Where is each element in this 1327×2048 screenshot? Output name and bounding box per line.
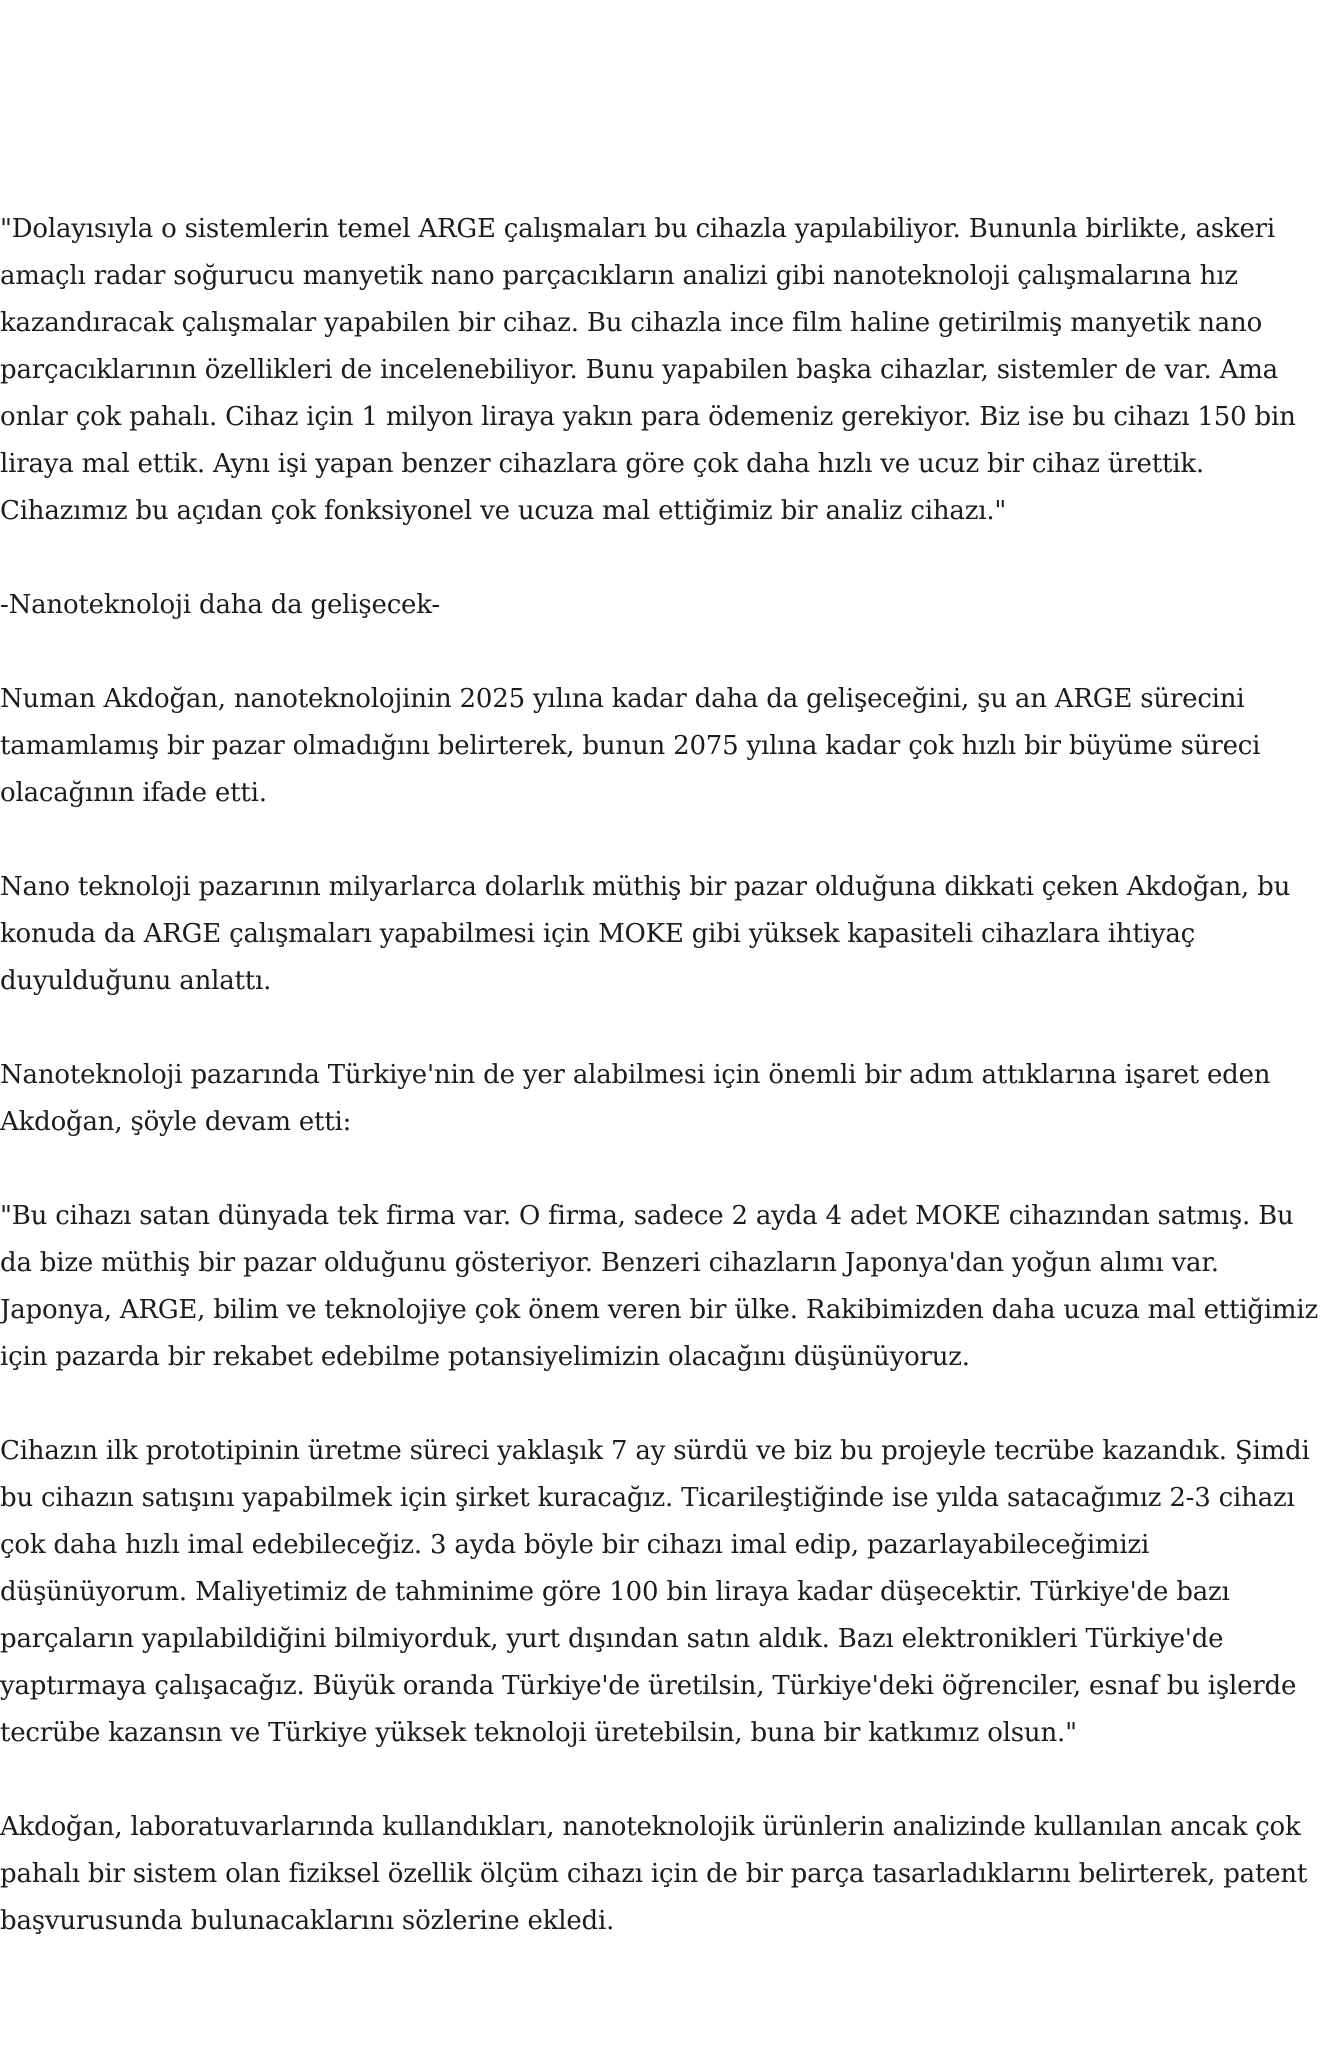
paragraph-turkey-market: Nanoteknoloji pazarında Türkiye'nin de yer alabilmesi için önemli bir adım attıklarına işaret eden Akdoğan, şöyle devam etti: (0, 1060, 1271, 1137)
paragraph-nanotech-market: Nano teknoloji pazarının milyarlarca dolarlık müthiş bir pazar olduğuna dikkati çeken Akdoğan, bu konuda da ARGE çalışmaları yapabilmesi için MOKE gibi yüksek kapasiteli cihazlara ihtiyaç duyulduğunu anlattı. (0, 872, 1291, 996)
article-body (0, 206, 1318, 1945)
paragraph-quote-device-cost: "Dolayısıyla o sistemlerin temel ARGE çalışmaları bu cihazla yapılabiliyor. Bununla birlikte, askeri amaçlı radar soğurucu manyetik nano parçacıkların analizi gibi nanoteknoloji çalışmalarına hız kazandıracak çalışmalar yapabilen bir cihaz. Bu cihazla ince film haline getirilmiş manyetik nano parçacıklarının özellikleri de incelenebiliyor. Bunu yapabilen başka cihazlar, sistemler de var. Ama onlar çok pahalı. Cihaz için 1 milyon liraya yakın para ödemeniz gerekiyor. Biz ise bu cihazı 150 bin liraya mal ettik. Aynı işi yapan benzer cihazlara göre çok daha hızlı ve ucuz bir cihaz ürettik. Cihazımız bu açıdan çok fonksiyonel ve ucuza mal ettiğimiz bir analiz cihazı." (0, 214, 1296, 526)
section-heading: -Nanoteknoloji daha da gelişecek- (0, 590, 440, 620)
paragraph-quote-prototype: Cihazın ilk prototipinin üretme süreci yaklaşık 7 ay sürdü ve biz bu projeyle tecrübe kazandık. Şimdi bu cihazın satışını yapabilmek için şirket kuracağız. Ticarileştiğinde ise yılda satacağımız 2-3 cihazı çok daha hızlı imal edebileceğiz. 3 ayda böyle bir cihazı imal edip, pazarlayabileceğimizi düşünüyorum. Maliyetimiz de tahminime göre 100 bin liraya kadar düşecektir. Türkiye'de bazı parçaların yapılabildiğini bilmiyorduk, yurt dışından satın aldık. Bazı elektronikleri Türkiye'de yaptırmaya çalışacağız. Büyük oranda Türkiye'de üretilsin, Türkiye'deki öğrenciler, esnaf bu işlerde tecrübe kazansın ve Türkiye yüksek teknoloji üretebilsin, buna bir katkımız olsun." (0, 1436, 1310, 1748)
paragraph-nanotech-growth: Numan Akdoğan, nanoteknolojinin 2025 yılına kadar daha da gelişeceğini, şu an ARGE sürecini tamamlamış bir pazar olmadığını belirterek, bunun 2075 yılına kadar çok hızlı bir büyüme süreci olacağının ifade etti. (0, 684, 1261, 808)
paragraph-quote-single-firm: "Bu cihazı satan dünyada tek firma var. O firma, sadece 2 ayda 4 adet MOKE cihazından satmış. Bu da bize müthiş bir pazar olduğunu gösteriyor. Benzeri cihazların Japonya'dan yoğun alımı var. Japonya, ARGE, bilim ve teknolojiye çok önem veren bir ülke. Rakibimizden daha ucuza mal ettiğimiz için pazarda bir rekabet edebilme potansiyelimizin olacağını düşünüyoruz. (0, 1201, 1319, 1372)
paragraph-patent: Akdoğan, laboratuvarlarında kullandıkları, nanoteknolojik ürünlerin analizinde kullanılan ancak çok pahalı bir sistem olan fiziksel özellik ölçüm cihazı için de bir parça tasarladıklarını belirterek, patent başvurusunda bulunacaklarını sözlerine ekledi. (0, 1812, 1308, 1936)
